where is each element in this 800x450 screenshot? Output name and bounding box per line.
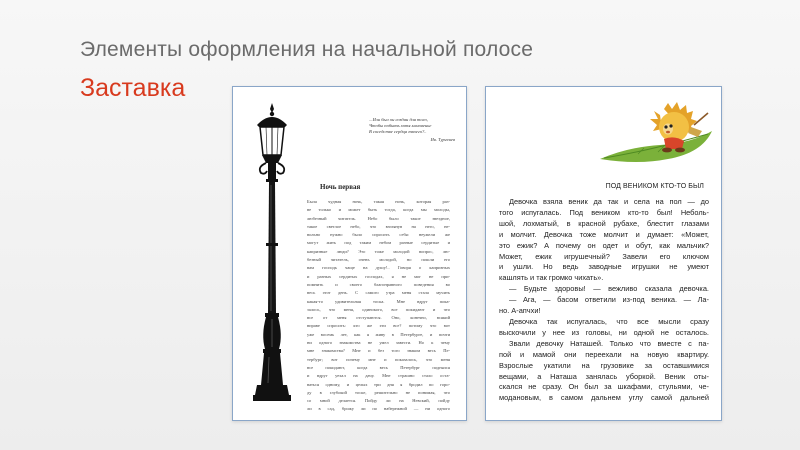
chapter-body-text (307, 198, 450, 414)
body-line: того испугалась. Под веником кто-то был! Неболь- (499, 207, 709, 217)
body-line: ве только и может быть тогда, когда мы молоды, (307, 207, 450, 213)
slide-title: Элементы оформления на начальной полосе (80, 38, 534, 61)
body-line: могут жить под таким небом разные сердитые и (307, 240, 450, 246)
body-line: все от меня отступаются. Оно, конечно, всякий (307, 315, 450, 321)
body-line: вам господь чаще на душу!.. Говоря о капризных (307, 265, 450, 271)
body-line: ни одного знакомства не умел завести. Но к чему (307, 340, 450, 346)
body-line: шой, лохматый, в красной рубахе, блестит глазами (499, 218, 709, 228)
body-line: вольно нужно было спросить себя: неужели же (307, 232, 450, 238)
body-line: Девочка взяла веник да так и села на пол — до (509, 197, 709, 206)
epigraph (369, 117, 457, 143)
body-line: Взрослые укатили на грузовике за оставшимися (499, 360, 709, 370)
body-line: это ежик? А почему он одет и обут, как мальчик? (499, 240, 709, 250)
epigraph-line: ...Или был он создан для того, (369, 117, 428, 122)
body-line: выскочили у нее из головы, ни одной не осталось. (499, 327, 709, 337)
body-line: Девочка так испугалась, что все мысли сразу (509, 316, 709, 326)
body-line: капризные люди? Это тоже молодой вопрос, лю- (307, 248, 450, 254)
epigraph-line: Чтобы побыть хотя мгновенье (369, 123, 432, 128)
street-lamp-illustration (247, 103, 297, 405)
body-line: и ушли. Но ведь заводные игрушки не умеют (499, 262, 709, 272)
hedgehog-on-leaf-illustration (598, 101, 714, 165)
body-line: со мной делается. Пойду ли на Невский, пойду (307, 398, 450, 404)
chapter-title: Ночь первая (320, 183, 361, 191)
story-heading: ПОД ВЕНИКОМ КТО-ТО БЫЛ (605, 183, 704, 190)
story-body-text (499, 197, 709, 404)
body-line: ли в сад, брожу ли по набережной — ни одного (307, 406, 450, 412)
body-line: пой и мамой они переехали на новую квартиру. (499, 349, 709, 359)
epigraph-line: В соседстве сердца твоего?.. (369, 129, 427, 134)
body-line: такое светлое небо, что взглянув на него, не- (307, 223, 450, 229)
body-line: какая-то удивительная тоска. Мне вдруг пока- (307, 298, 450, 304)
body-line: вправе спросить: кто же эти все? потому что вот (307, 323, 450, 329)
body-line: Может, ежик игрушечный? Завели его ключом (499, 251, 709, 261)
body-line: модановым, в самом дальнем углу самой дальней (499, 393, 709, 403)
body-line: мне знакомства? Мне и без того знаком весь Пе- (307, 348, 450, 354)
body-line: помнить и своего благонравного поведения во (307, 281, 450, 287)
body-line: ваться одному, и целых три дня я бродил по горо- (307, 381, 450, 387)
body-line: любезный читатель. Небо было такое звездное, (307, 215, 450, 221)
body-line: безный читатель, очень молодой, но пошли его (307, 257, 450, 263)
body-line: весь этот день. С самого утра меня стала мучить (307, 290, 450, 296)
body-line: Была чудная ночь, такая ночь, которая раз- (307, 199, 450, 204)
right-page-sample (485, 86, 722, 421)
body-line: и разных сердитых господах, я не мог не при- (307, 273, 450, 279)
epigraph-author: Ив. Тургенев (430, 137, 455, 142)
body-line: тербург; вот почему мне и показалось, что меня (307, 356, 450, 362)
body-line: — Будьте здоровы! — вежливо сказала девочка. (509, 284, 709, 294)
slide-subtitle: Заставка (80, 74, 186, 102)
body-line: уже восемь лет, как я живу в Петербурге, и почти (307, 331, 450, 337)
body-line: вещами, а Наташа занялась уборкой. Веник оты- (499, 371, 709, 381)
body-line: но. А-апчхи! (499, 306, 541, 316)
body-line: и вдруг уехал на дачу. Мне страшно стало оста- (307, 373, 450, 379)
body-line: кашлять и так громко чихать». (499, 273, 604, 283)
body-line: Звали девочку Наташей. Только что вместе с па- (509, 338, 709, 348)
body-line: залось, что меня, одинокого, все покидают и что (307, 306, 450, 312)
body-line: все покидают, когда весь Петербург поднялся (307, 364, 450, 370)
body-line: и молчит. Девочка тоже молчит и думает: «Может, (499, 229, 709, 239)
body-line: — Ага, — басом ответили из-под веника. — Ла- (509, 295, 709, 305)
body-line: скался не сразу. Он был за шкафами, стульями, че- (499, 382, 709, 392)
body-line: ду в глубокой тоске, решительно не понимая, что (307, 389, 450, 395)
left-page-sample (232, 86, 467, 421)
